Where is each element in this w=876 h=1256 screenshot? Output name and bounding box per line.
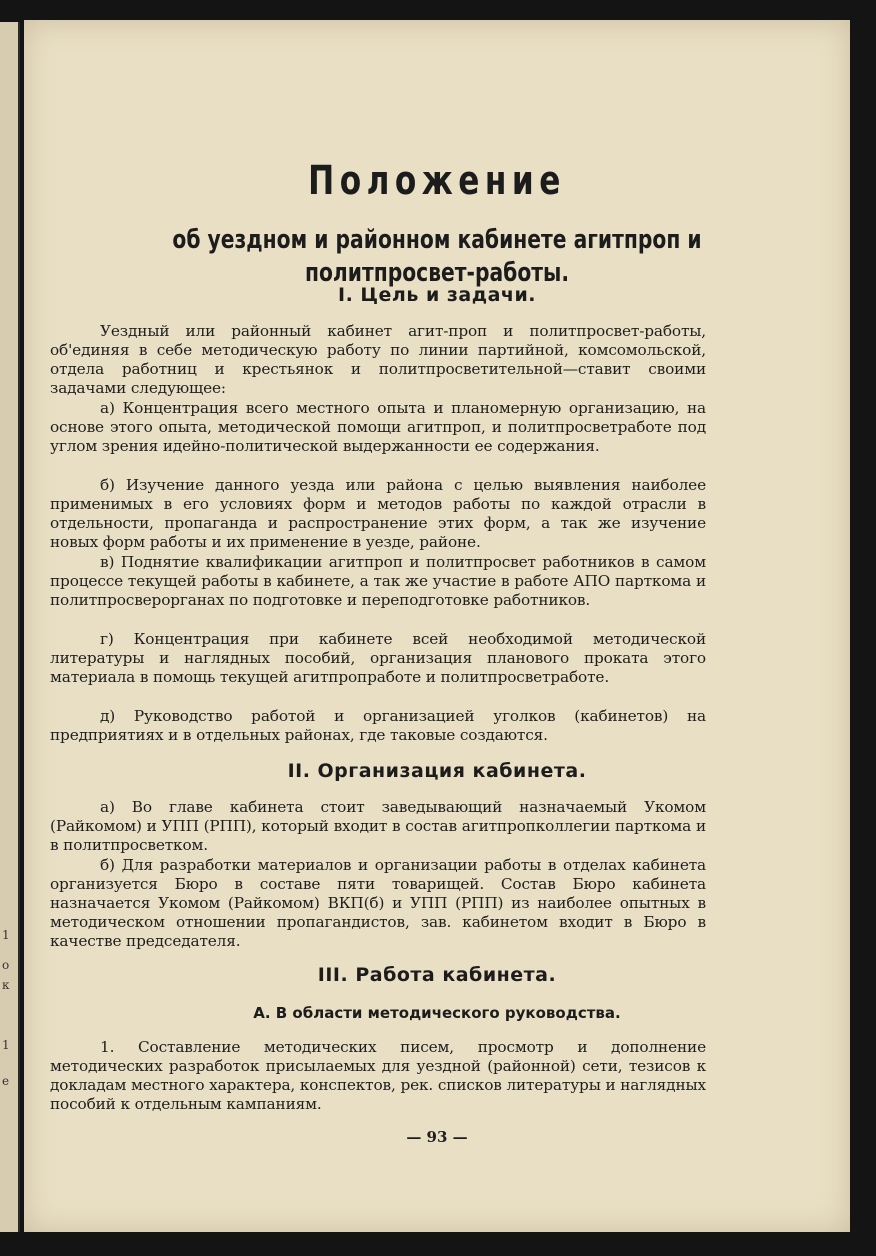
adjacent-page-edge: [0, 22, 20, 1232]
section-heading-3: III. Работа кабинета.: [317, 964, 557, 986]
margin-fragment: о: [2, 958, 10, 972]
paragraph: б) Для разработки материалов и организации работы в отделах кабинета организуется Бюро в составе пяти товарищей. Состав Бюро кабинета назначается Укомом (Райкомом) ВКП(б) и УПП (РПП) из наиболее опытных в методическом отношении пропагандистов, зав. кабинетом входит в Бюро в качестве председателя.: [50, 856, 706, 951]
margin-fragment: 1: [2, 1038, 10, 1052]
paragraph: а) Во главе кабинета стоит заведывающий назначаемый Укомом (Райкомом) и УПП (РПП), который входит в состав агитпропколлегии парткома и в политпросветком.: [50, 798, 706, 855]
paragraph: г) Концентрация при кабинете всей необходимой методической литературы и наглядных пособий, организация планового проката этого материала в помощь текущей агитпропработе и политпросветработе.: [50, 630, 706, 687]
document-subtitle: об уездном и районном кабинете агитпроп и политпросвет-работы.: [172, 225, 702, 288]
margin-fragment: 1: [2, 928, 10, 942]
paragraph: Уездный или районный кабинет агит-проп и политпросвет-работы, об'единяя в себе методическую работу по линии партийной, комсомольской, отдела работниц и крестьянок и политпросветительной—ставит своими задачами следующее:: [50, 322, 706, 398]
document-title: Положение: [308, 158, 566, 204]
margin-fragment: к: [2, 978, 10, 992]
section-heading-2: II. Организация кабинета.: [287, 760, 587, 782]
paragraph: в) Поднятие квалификации агитпроп и политпросвет работников в самом процессе текущей работы в кабинете, а так же участие в работе АПО парткома и политпросверорганах по подготовке и переподготовке работников.: [50, 553, 706, 610]
subsection-heading: А. В области методического руководства.: [253, 1004, 621, 1022]
paragraph: д) Руководство работой и организацией уголков (кабинетов) на предприятиях и в отдельных районах, где таковые создаются.: [50, 707, 706, 745]
section-heading-1: I. Цель и задачи.: [338, 284, 536, 306]
paragraph: а) Концентрация всего местного опыта и планомерную организацию, на основе этого опыта, методической помощи агитпроп, и политпросветработе под углом зрения идейно-политической выдержанности ее содержания.: [50, 399, 706, 456]
paragraph: 1. Составление методических писем, просмотр и дополнение методических разработок присылаемых для уездной (районной) сети, тезисов к докладам местного характера, конспектов, рек. списков литературы и наглядных пособий к отдельным кампаниям.: [50, 1038, 706, 1114]
page-number: — 93 —: [406, 1128, 468, 1146]
paragraph: б) Изучение данного уезда или района с целью выявления наиболее применимых в его условиях форм и методов работы по каждой отрасли в отдельности, пропаганда и распространение этих форм, а так же изучение новых форм работы и их применение в уезде, районе.: [50, 476, 706, 552]
document-page: [24, 20, 850, 1232]
margin-fragment: е: [2, 1074, 10, 1088]
